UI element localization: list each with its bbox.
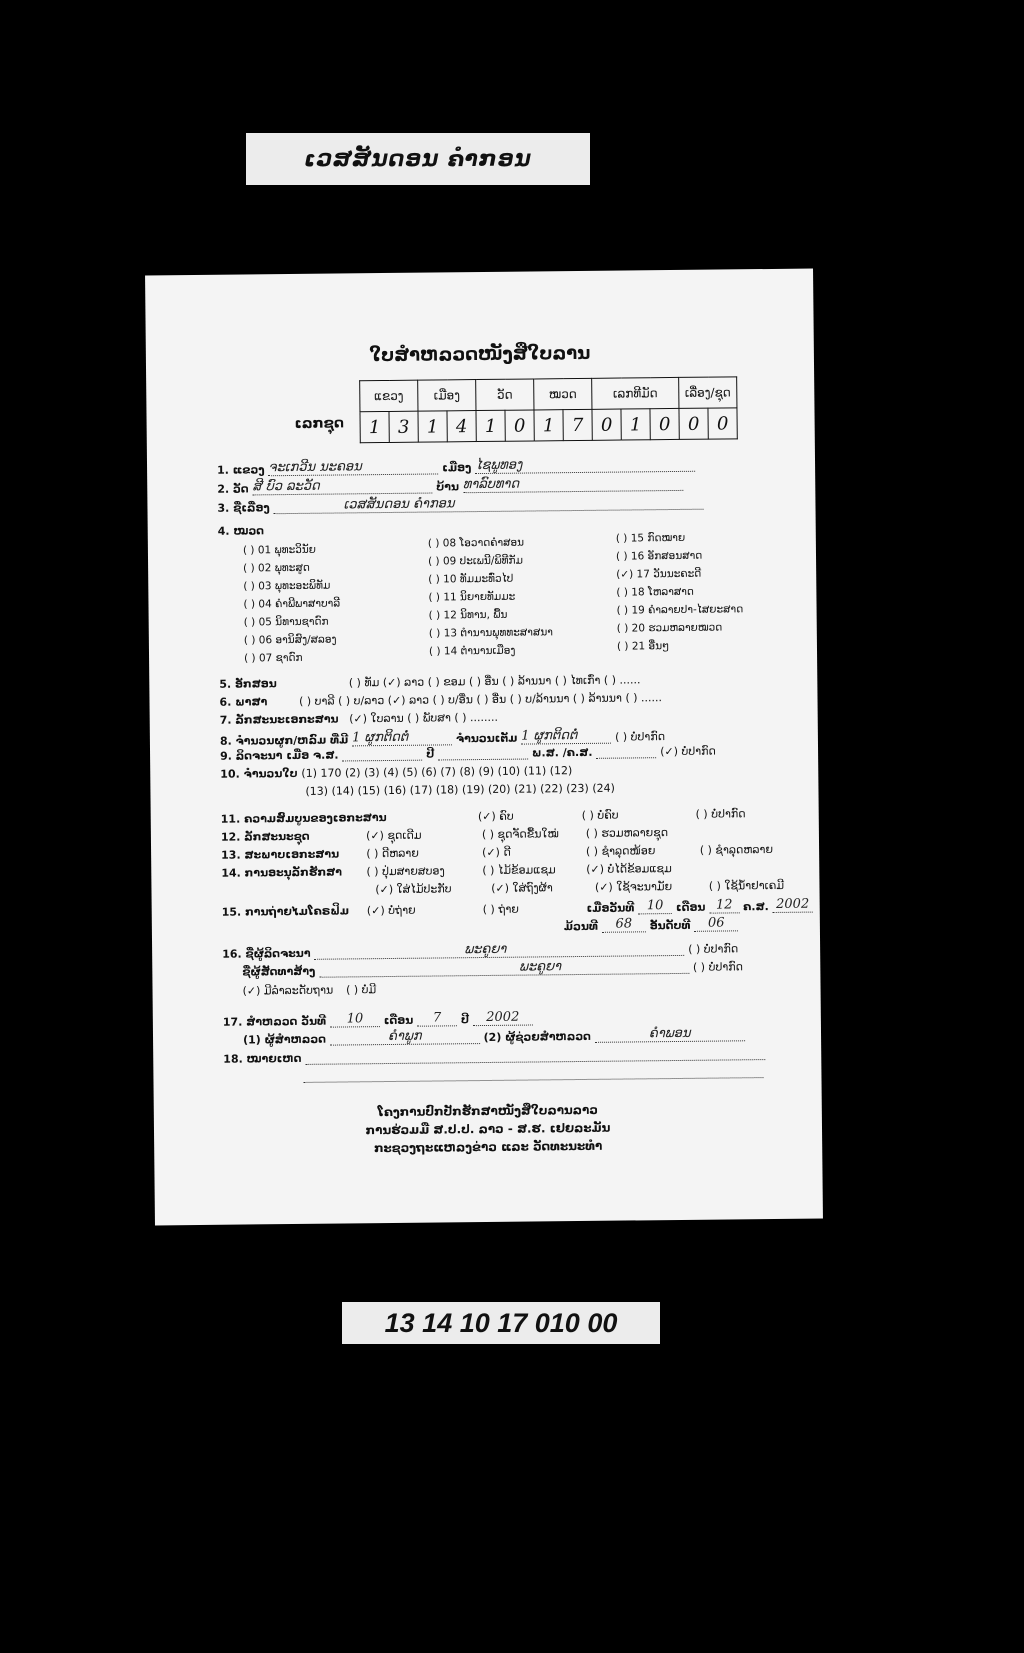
code-header-bundle: ເລກທີມັດ (592, 377, 679, 409)
field-label: ການຖ່າຍໄມໂຄຣຟິມ (244, 904, 350, 919)
field-label: ເມື່ອວັນທີ (586, 901, 635, 915)
preservation-option: ( ) ໄມ້ຂ້ອມແຊມ (482, 863, 556, 878)
field-label: ສະພາບເອກະສານ (244, 847, 340, 862)
preservation-option: ( ) ໃຊ້ນ້ຳຢາເຄມີ (708, 878, 785, 893)
completeness-option: ( ) ບໍ່ຄົບ (581, 808, 619, 822)
order-line (694, 915, 738, 931)
field-number: 15. (221, 905, 242, 919)
field-number: 2. (217, 482, 230, 496)
microfilm-month: 12 (715, 897, 733, 913)
set-type-option: (✓) ຊຸດເດີມ (366, 828, 422, 843)
footer-line: ກະຊວງຖະແຫລງຂ່າວ ແລະ ວັດທະນະທຳ (373, 1138, 603, 1156)
condition-option: (✓) ດີ (482, 845, 511, 860)
code-digit: 0 (505, 410, 534, 441)
field-label: ພ.ສ. /ຄ.ສ. (531, 745, 593, 760)
code-header-title: ເລື່ອງ/ຊຸດ (679, 377, 737, 409)
roll-value: 68 (615, 916, 633, 932)
field-surveyors (243, 1025, 745, 1046)
reference-number: 13 14 10 17 010 00 (384, 1307, 618, 1338)
field-category (218, 524, 264, 537)
category-option: ( ) 15 ກົດໝາຍ (615, 531, 686, 545)
field-bundles (220, 727, 665, 748)
field-inscription-date (220, 745, 716, 763)
field-colophon (242, 983, 376, 997)
reference-number-strip (342, 1302, 660, 1344)
set-type-option: ( ) ຊຸດຈັດຂື້ນໃໝ່ (481, 827, 559, 842)
date-line (342, 760, 422, 762)
field-number: 12. (220, 830, 241, 844)
title-strip (246, 133, 590, 185)
field-label: ມ້ວນທີ (563, 919, 599, 934)
field-number: 17. (222, 1015, 243, 1029)
field-label: ຄ.ສ. (743, 900, 769, 914)
era-line (596, 757, 656, 759)
field-number: 11. (220, 812, 241, 826)
category-option: ( ) 08 ໂອວາດຄຳສອນ (427, 536, 525, 550)
field-sponsor (242, 957, 743, 978)
surveyor-line (330, 1028, 480, 1046)
field-label: ຄວາມສົມບູນຂອງເອກະສານ (244, 811, 387, 826)
field-title (217, 494, 703, 515)
code-digit: 1 (534, 410, 563, 441)
field-completeness (221, 807, 746, 825)
category-option: ( ) 11 ນິຍາຍທັມມະ (428, 590, 516, 604)
wat-value: ສີ ບົວ ລະວັດ (252, 478, 320, 495)
field-label: ຈຳນວນໃບ (243, 766, 298, 781)
category-option: ( ) 19 ຄຳລາຍປາ-ໄສຍະສາດ (616, 603, 744, 617)
survey-year: 2002 (486, 1009, 520, 1025)
field-wat (217, 475, 683, 496)
code-digit: 0 (679, 408, 708, 439)
preservation-option: (✓) ໃຊ້ຈະນາມັຍ (594, 880, 673, 894)
language-options: ( ) ບາລີ ( ) ບ/ລາວ (✓) ລາວ ( ) ບ/ອື່ນ ( ) ອື່ນ ( ) ບ/ລ້ານນາ ( ) ລ້ານນາ ( ) ...... (298, 691, 663, 708)
district-value-line (475, 456, 695, 474)
code-digit: 7 (563, 409, 592, 440)
category-option: ( ) 04 ຄຳພີພາສາບາລີ (243, 597, 341, 611)
field-label: ສຳຫລວດ ວັນທີ (246, 1014, 327, 1029)
code-digit: 1 (476, 410, 505, 441)
document-type-options: (✓) ໃບລານ ( ) ພັບສາ ( ) ........ (349, 710, 499, 726)
field-label: ຊື່ເລື່ອງ (233, 501, 270, 515)
survey-day-line (330, 1011, 380, 1028)
field-label: ລັກສະນະເອກະສານ (235, 712, 339, 727)
field-survey-date (223, 1010, 533, 1029)
preservation-option: (✓) ບໍ່ໄດ້ຂ້ອມແຊມ (586, 862, 672, 876)
field-number: 3. (217, 501, 230, 515)
code-digit: 1 (621, 409, 650, 440)
survey-form-sheet (145, 269, 823, 1226)
category-option: ( ) 06 ອານິສົງ/ສລອງ (243, 633, 337, 647)
field-label: (2) ຜູ້ຊ່ວຍສຳຫລວດ (483, 1029, 591, 1045)
category-option: ( ) 13 ຕຳນານພຸທທະສາສນາ (428, 626, 553, 640)
code-label: ເລກຊຸດ (294, 415, 345, 432)
microfilm-day: 10 (646, 898, 664, 914)
colophon-option: (✓) ມີລຳລະດັບຖານ (242, 983, 334, 998)
field-microfilm-roll (564, 915, 739, 933)
set-type-option: ( ) ຮວມຫລາຍຊຸດ (585, 826, 669, 840)
code-header-category: ໝວດ (534, 378, 592, 410)
category-option: ( ) 16 ອັກສອນສາດ (615, 549, 703, 563)
category-option: ( ) 10 ທັມມະທົ່ວໄປ (428, 572, 514, 586)
field-number: 5. (219, 677, 232, 691)
field-number: 8. (219, 734, 232, 748)
field-label: ເດືອນ (675, 900, 706, 914)
category-option: ( ) 07 ຊາດົກ (243, 651, 303, 665)
microfilm-year: 2002 (776, 896, 810, 912)
field-label: ຈຳນວນເຕັມ (455, 731, 518, 746)
field-label: ລິດຈະນາ ເມື່ອ ຈ.ສ. (235, 748, 339, 763)
field-script (219, 673, 640, 690)
condition-option: ( ) ຊຳລຸດຫລາຍ (699, 842, 774, 857)
title-strip-text: ເວສສັນດອນ ຄຳກອນ (304, 146, 532, 172)
survey-year-line (473, 1010, 533, 1027)
province-value: ຈະເກວີນ ນະຄອນ (268, 459, 362, 476)
bundles-value-line (352, 729, 452, 746)
footer-line: ໂຄງການປົກປັກຮັກສາໜັງສືໃບລານລາວ (377, 1102, 598, 1120)
code-digit: 0 (592, 409, 621, 440)
code-digit: 4 (447, 411, 476, 442)
code-header-district: ເມືອງ (418, 380, 476, 412)
category-option: ( ) 21 ອື່ນໆ (616, 640, 670, 653)
village-value: ທາລົບທາດ (462, 476, 520, 493)
code-digit: 0 (708, 408, 737, 439)
completeness-option: ( ) ບໍ່ປາກົດ (695, 807, 746, 821)
sponsor-unknown-option: ( ) ບໍ່ປາກົດ (692, 960, 744, 974)
leaves-row-1: (1) 170 (2) (3) (4) (5) (6) (7) (8) (9) (10) (11) (12) (301, 764, 573, 780)
scribe-unknown-option: ( ) ບໍ່ປາກົດ (688, 942, 739, 956)
category-option: ( ) 03 ພຸທະອະພິທັມ (243, 579, 331, 593)
category-option: ( ) 18 ໂຫລາສາດ (616, 585, 694, 599)
wat-value-line (252, 478, 432, 496)
field-number: 18. (223, 1052, 243, 1066)
assistant-line (595, 1025, 745, 1043)
category-option: ( ) 09 ປະເພນີ/ພິທີກັມ (427, 554, 523, 568)
code-header-province: ແຂວງ (360, 380, 418, 412)
district-value: ໄຊພູທອງ (475, 457, 523, 474)
colophon-option: ( ) ບໍ່ມີ (345, 983, 377, 997)
code-digit: 1 (360, 411, 389, 442)
field-label: ວັດ (232, 482, 249, 496)
remarks-line-2 (303, 1065, 763, 1083)
field-label: (1) ຜູ້ສຳຫລວດ (242, 1032, 327, 1047)
field-number: 10. (220, 767, 240, 781)
bundles-total-line (521, 728, 611, 745)
bundles-total-value: 1 ຜູກຕິດຕໍ່ (521, 728, 578, 744)
footer-line: ການຮ່ວມມື ສ.ປ.ປ. ລາວ - ສ.ຮ. ເຢຍລະມັນ (365, 1120, 611, 1138)
microfilm-option: ( ) ຖ່າຍ (482, 902, 519, 917)
survey-day: 10 (346, 1011, 364, 1027)
field-label: ເດືອນ (383, 1013, 414, 1028)
code-digit: 3 (389, 411, 418, 442)
preservation-option: (✓) ໃສ່ຖົງຜ້າ (491, 881, 553, 895)
microfilm-day-line (638, 898, 672, 914)
field-number: 6. (219, 695, 232, 709)
field-condition (221, 843, 773, 862)
title-value-line (273, 494, 703, 515)
assistant-value: ຄຳພອນ (648, 1025, 691, 1042)
surveyor-value: ຄຳພູກ (387, 1028, 422, 1045)
field-label: ແຂວງ (232, 463, 265, 477)
field-label: ການອະນຸລັກຮັກສາ (244, 865, 342, 880)
category-option: ( ) 02 ພຸທະສູດ (243, 561, 310, 575)
roll-line (602, 916, 646, 932)
condition-option: ( ) ດີຫລາຍ (366, 846, 419, 861)
sponsor-value: ພະຄູຍາ (519, 959, 562, 975)
preservation-option: ( ) ປຸ່ມສາຍສບອງ (366, 864, 445, 879)
date-unknown-option: (✓) ບໍ່ປາກົດ (660, 744, 716, 759)
bundles-unknown-option: ( ) ບໍ່ປາກົດ (614, 730, 666, 744)
field-language (219, 691, 662, 709)
field-label: ປີ (426, 747, 435, 761)
field-number: 16. (222, 947, 242, 961)
bundles-value: 1 ຜູກຕິດຕໍ່ (352, 729, 409, 746)
form-footer (154, 1098, 823, 1159)
code-digit: 0 (650, 408, 679, 439)
microfilm-month-line (709, 897, 739, 913)
title-value: ເວສສັນດອນ ຄຳກອນ (343, 496, 455, 513)
field-label: ອັກສອນ (234, 677, 277, 691)
field-set-type (221, 826, 668, 844)
code-digit: 1 (418, 411, 447, 442)
category-option: ( ) 05 ນິທານຊາດົກ (243, 615, 329, 629)
field-number: 7. (219, 713, 232, 727)
form-title: ໃບສຳຫລວດໜັງສືໃບລານ (369, 342, 591, 367)
field-label: ອັນດັບທີ (649, 918, 691, 933)
year-line (438, 759, 528, 761)
field-number: 13. (221, 848, 241, 862)
code-header-wat: ວັດ (476, 379, 534, 411)
field-label: ຈຳນວນຜູກ/ຫລົມ ທີ່ມີ (235, 733, 349, 748)
field-document-type (220, 711, 498, 727)
remarks-line (305, 1059, 765, 1065)
scribe-line (314, 940, 684, 960)
category-option: ( ) 12 ນິທານ, ພື້ນ (428, 608, 508, 622)
field-number: 1. (217, 463, 229, 477)
code-table (359, 376, 738, 443)
field-number: 9. (220, 749, 232, 763)
completeness-option: (✓) ຄົບ (477, 809, 514, 824)
field-province (217, 456, 695, 477)
scribe-value: ພະຄູຍາ (464, 941, 507, 958)
village-value-line (463, 475, 683, 493)
category-option-selected: (✓) 17 ວັນນະຄະດີ (616, 567, 702, 581)
survey-month: 7 (432, 1010, 442, 1026)
field-number: 14. (221, 866, 241, 880)
condition-option: ( ) ຊຳລຸດໜ້ອຍ (585, 844, 656, 858)
field-label: ໝາຍເຫດ (246, 1051, 302, 1066)
field-label: ໝວດ (233, 524, 265, 538)
field-leaves (220, 764, 572, 781)
preservation-option: (✓) ໃສ່ໄມ້ປະກັບ (375, 882, 452, 897)
province-value-line (268, 458, 438, 476)
field-label: ບ້ານ (436, 480, 460, 494)
field-preservation (221, 862, 672, 880)
field-label: ພາສາ (235, 695, 268, 709)
field-label: ລັກສະນະຊຸດ (244, 829, 310, 844)
field-number: 4. (217, 524, 230, 538)
category-option: ( ) 20 ຮວມຫລາຍໝວດ (616, 621, 723, 635)
category-option: ( ) 01 ພຸທະວິນັຍ (242, 543, 317, 557)
leaves-row-2: (13) (14) (15) (16) (17) (18) (19) (20) (21) (22) (23) (24) (305, 781, 615, 798)
field-label: ເມືອງ (442, 461, 472, 475)
field-label: ຊື່ຜູ້ລິດຈະນາ (245, 946, 311, 961)
script-options: ( ) ທັມ (✓) ລາວ ( ) ຂອມ ( ) ອື່ນ ( ) ລ້ານນາ ( ) ໄທເກົ່າ ( ) ...... (348, 673, 641, 690)
field-label: ຊື່ຜູ້ສັດທາສ້າງ (242, 964, 316, 979)
microfilm-year-line (773, 897, 813, 913)
field-label: ປີ (460, 1013, 470, 1027)
sponsor-line (319, 958, 689, 978)
survey-month-line (417, 1010, 457, 1026)
field-preservation-2 (221, 879, 784, 898)
order-value: 06 (707, 915, 725, 931)
category-option: ( ) 14 ຕຳນານເມືອງ (428, 644, 516, 658)
field-remarks (223, 1047, 765, 1066)
microfilm-option: (✓) ບໍ່ຖ່າຍ (366, 903, 416, 918)
